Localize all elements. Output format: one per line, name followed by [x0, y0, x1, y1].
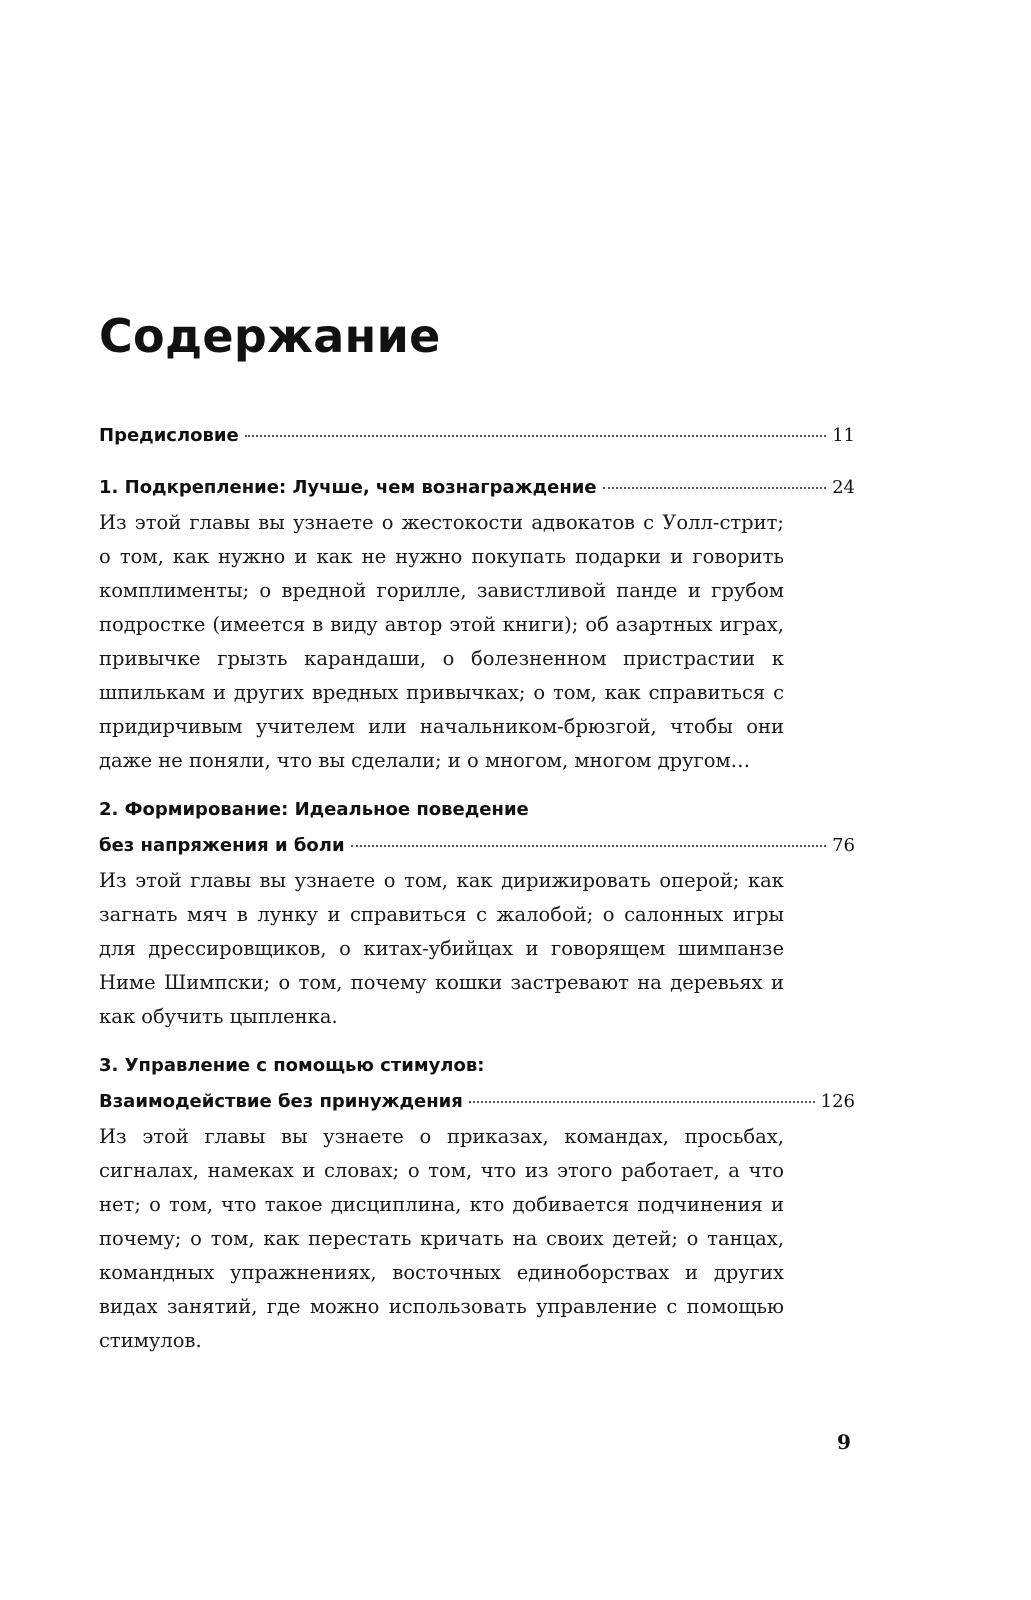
toc-line — [99, 1048, 855, 1084]
toc-entry-chapter-1 — [99, 470, 855, 778]
entry-title: Предисловие — [99, 425, 239, 446]
page-title: Содержание — [99, 309, 441, 363]
toc-entry-preface — [99, 418, 855, 454]
toc-line — [99, 418, 855, 454]
folio-page-number: 9 — [837, 1430, 851, 1454]
entry-title: Взаимодействие без принуждения — [99, 1091, 463, 1112]
dot-leader — [603, 487, 826, 489]
dot-leader — [469, 1101, 815, 1103]
toc-line — [99, 470, 855, 506]
toc-line — [99, 792, 855, 828]
toc-entry-chapter-2 — [99, 792, 855, 1034]
table-of-contents — [99, 418, 855, 1372]
entry-title: 1. Подкрепление: Лучше, чем вознаграждение — [99, 477, 597, 498]
toc-line — [99, 1084, 855, 1120]
entry-title: без напряжения и боли — [99, 835, 345, 856]
toc-entry-chapter-3 — [99, 1048, 855, 1358]
entry-description: Из этой главы вы узнаете о приказах, командах, просьбах, сигналах, намеках и словах; о том, что из этого работает, а что нет; о том, что такое дисциплина, кто добивается подчинения и почему; о том, как перестать кричать на своих детей; о танцах, командных упражнениях, восточных единоборствах и других видах занятий, где можно использовать управление с помощью стимулов. — [99, 1125, 784, 1352]
dot-leader — [245, 435, 826, 437]
entry-description: Из этой главы вы узнаете о том, как дирижировать оперой; как загнать мяч в лунку и справиться с жалобой; о салонных игры для дрессировщиков, о китах-убийцах и говорящем шимпанзе Ниме Шимпски; о том, почему кошки застревают на деревьях и как обучить цыпленка. — [99, 869, 784, 1028]
page-number: 24 — [832, 477, 855, 498]
page-number: 76 — [832, 835, 855, 856]
entry-title: 2. Формирование: Идеальное поведение — [99, 799, 529, 820]
toc-line — [99, 828, 855, 864]
entry-title: 3. Управление с помощью стимулов: — [99, 1055, 485, 1076]
page-number: 11 — [832, 425, 855, 446]
dot-leader — [351, 845, 827, 847]
entry-description: Из этой главы вы узнаете о жестокости адвокатов с Уолл-стрит; о том, как нужно и как не нужно покупать подарки и говорить комплименты; о вредной горилле, завистливой панде и грубом подростке (имеется в виду автор этой книги); об азартных играх, привычке грызть карандаши, о болезненном пристрастии к шпилькам и других вредных привычках; о том, как справиться с придирчивым учителем или начальником-брюзгой, чтобы они даже не поняли, что вы сделали; и о многом, многом другом… — [99, 511, 784, 772]
page-number: 126 — [820, 1091, 855, 1112]
